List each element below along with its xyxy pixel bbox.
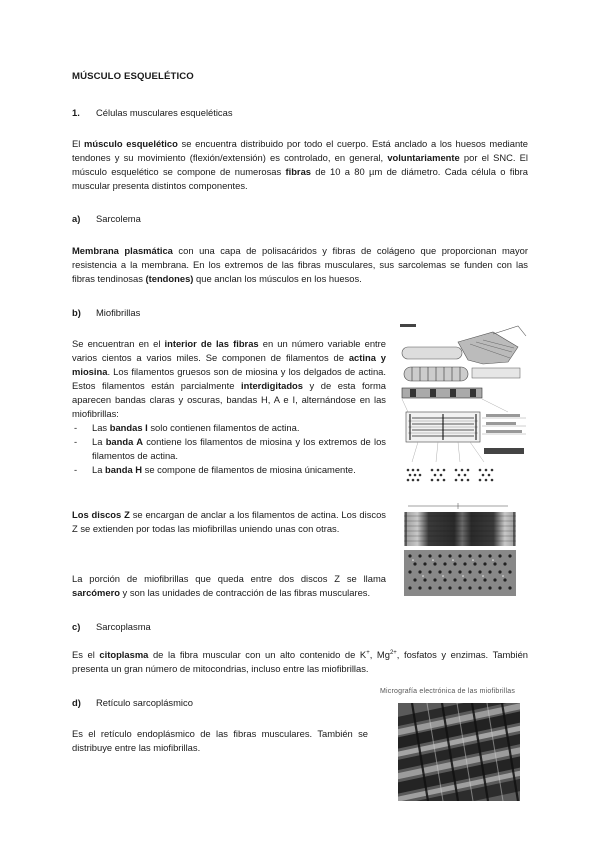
document-title: MÚSCULO ESQUELÉTICO (72, 71, 194, 82)
section-b-letter: b) (72, 307, 81, 318)
miofibrillas-paragraph: Se encuentran en el interior de las fibras en un número variable entre varios cientos a varios miles. Se componen de filamentos de actina y miosina. Los filamentos gruesos son de miosina y los delgados de actina. Estos filamentos están parcialmente interdigitados y de esta forma aparecen bandas claras y oscuras, bandas H, A e I, alternándose en las miofibrillas: - Las bandas I solo contienen filamentos de actina. - La banda A contiene los filamentos de miosina y los extremos de los filamentos de actina. - La banda H se compone de filamentos de miosina únicamente. (72, 337, 386, 477)
list-item: - La banda H se compone de filamentos de miosina únicamente. (72, 463, 386, 477)
section-d-title: Retículo sarcoplásmico (96, 697, 193, 708)
section-c-letter: c) (72, 621, 81, 632)
reticulo-paragraph: Es el retículo endoplásmico de las fibras musculares. También se distribuye entre las miofibrillas. (72, 728, 368, 753)
section-a-title: Sarcolema (96, 213, 141, 224)
discos-z-paragraph: Los discos Z se encargan de anclar a los filamentos de actina. Los discos Z se extienden por todas las miofibrillas uniendo unas con otras. (72, 509, 386, 534)
sarcomero-paragraph: La porción de miofibrillas que queda entre dos discos Z se llama sarcómero y son las unidades de contracción de las fibras musculares. (72, 573, 386, 598)
section-c-title: Sarcoplasma (96, 621, 151, 632)
muscle-structure-diagram (398, 322, 530, 492)
section-d-heading (72, 697, 193, 708)
section-a-heading (72, 213, 141, 224)
section-c-heading (72, 621, 151, 632)
list-item: - La banda A contiene los filamentos de miosina y los extremos de los filamentos de actina. (72, 435, 386, 463)
section-b-title: Miofibrillas (96, 307, 141, 318)
micrograph-caption: Micrografía electrónica de las miofibrillas (380, 688, 516, 695)
section-b-heading (72, 307, 140, 318)
list-item: - Las bandas I solo contienen filamentos de actina. (72, 421, 386, 435)
section-d-letter: d) (72, 697, 81, 708)
bands-list (72, 421, 386, 477)
sarcoplasma-paragraph: Es el citoplasma de la fibra muscular con un alto contenido de K+, $Mg^{2+}$, fosfatos y enzimas. También presenta un gran número de mitocondrias, incluso entre las miofibrillas. (72, 649, 529, 674)
electron-micrograph (398, 703, 520, 801)
sarcomere-micrograph (398, 502, 520, 598)
section-a-letter: a) (72, 213, 81, 224)
section-1-number: 1. (72, 107, 80, 118)
section-1-heading (72, 107, 233, 118)
section-1-title: Células musculares esqueléticas (96, 107, 233, 118)
intro-paragraph: El músculo esquelético se encuentra distribuido por todo el cuerpo. Está anclado a los huesos mediante tendones y su movimiento (flexión/extensión) es controlado, en general, voluntariamente por el SNC. El músculo esquelético se compone de numerosas fibras de 10 a 80 µm de diámetro. Cada célula o fibra muscular presenta distintos componentes. (72, 138, 528, 191)
sarcolema-paragraph: Membrana plasmática con una capa de polisacáridos y fibras de colágeno que proporcionan mayor resistencia a la membrana. En los extremos de las fibras musculares, sus sarcolemas se funden con las fibras tendinosas (tendones) que anclan los músculos en los huesos. (72, 245, 528, 284)
